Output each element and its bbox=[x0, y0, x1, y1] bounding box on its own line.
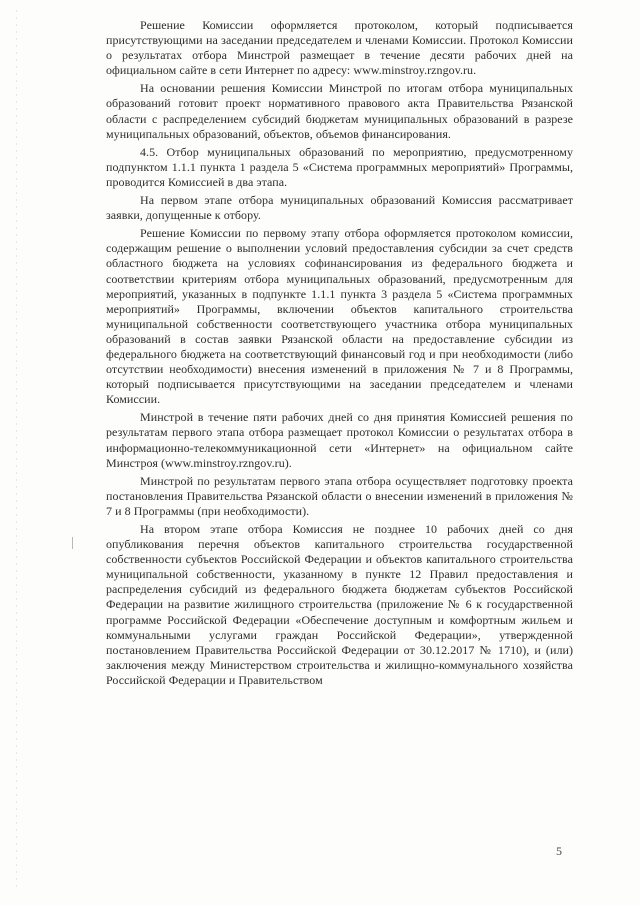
paragraph-publication: Минстрой в течение пяти рабочих дней со дня принятия Комиссией решения по результатам первого этапа отбора размещает протокол Комиссии о результатах отбора в информационно-телекоммуникационной сети «Интернет» на официальном сайте Минстроя (www.minstroy.rzngov.ru). bbox=[106, 410, 573, 470]
paragraph-protocol: Решение Комиссии оформляется протоколом, который подписывается присутствующими на заседании председателем и членами Комиссии. Протокол Комиссии о результатах отбора Минстрой размещает в течение десяти рабочих дней на официальном сайте в сети Интернет по адресу: www.minstroy.rzngov.ru. bbox=[106, 18, 573, 78]
scan-mark bbox=[72, 537, 73, 549]
scan-margin-artifact bbox=[16, 10, 17, 890]
page-number: 5 bbox=[556, 844, 562, 858]
paragraph-4-5: 4.5. Отбор муниципальных образований по мероприятию, предусмотренному подпунктом 1.1.1 пункта 1 раздела 5 «Система программных мероприятий» Программы, проводится Комиссией в два этапа. bbox=[106, 144, 573, 189]
paragraph-second-stage: На втором этапе отбора Комиссия не позднее 10 рабочих дней со дня опубликования перечня объектов капитального строительства государственной собственности субъектов Российской Федерации и объектов капитального строительства муниципальной собственности, указанному в пункте 12 Правил предоставления и распределения субсидий из федерального бюджета бюджетам субъектов Российской Федерации на развитие жилищного строительства (приложение № 6 к государственной программе Российской Федерации «Обеспечение доступным и комфортным жильем и коммунальными услугами граждан Российской Федерации», утвержденной постановлением Правительства Российской Федерации от 30.12.2017 № 1710), и (или) заключения между Министерством строительства и жилищно-коммунального хозяйства Российской Федерации и Правительством bbox=[106, 522, 573, 687]
paragraph-first-stage: На первом этапе отбора муниципальных образований Комиссия рассматривает заявки, допущенные к отбору. bbox=[106, 193, 573, 223]
document-body bbox=[106, 18, 573, 691]
paragraph-draft-resolution: Минстрой по результатам первого этапа отбора осуществляет подготовку проекта постановления Правительства Рязанской области о внесении изменений в приложения № 7 и 8 Программы (при необходимости). bbox=[106, 473, 573, 518]
paragraph-first-stage-decision: Решение Комиссии по первому этапу отбора оформляется протоколом комиссии, содержащим решение о выполнении условий предоставления субсидии за счет средств областного бюджета на условиях софинансирования из федерального бюджета и соответствии критериям отбора муниципальных образований, предусмотренным для мероприятий, указанных в подпункте 1.1.1 пункта 3 раздела 5 «Система программных мероприятий» Программы, включении объектов капитального строительства муниципальной собственности соответствующего участника отбора муниципальных образований в состав заявки Рязанской области на предоставление субсидии из федерального бюджета на соответствующий финансовый год и при необходимости (либо отсутствии необходимости) внесения изменений в приложения № 7 и 8 Программы, который подписывается присутствующими на заседании председателем и членами Комиссии. bbox=[106, 226, 573, 407]
paragraph-decision-basis: На основании решения Комиссии Минстрой по итогам отбора муниципальных образований готовит проект нормативного правового акта Правительства Рязанской области с распределением субсидий бюджетам муниципальных образований в разрезе муниципальных образований, объектов, объемов финансирования. bbox=[106, 81, 573, 141]
